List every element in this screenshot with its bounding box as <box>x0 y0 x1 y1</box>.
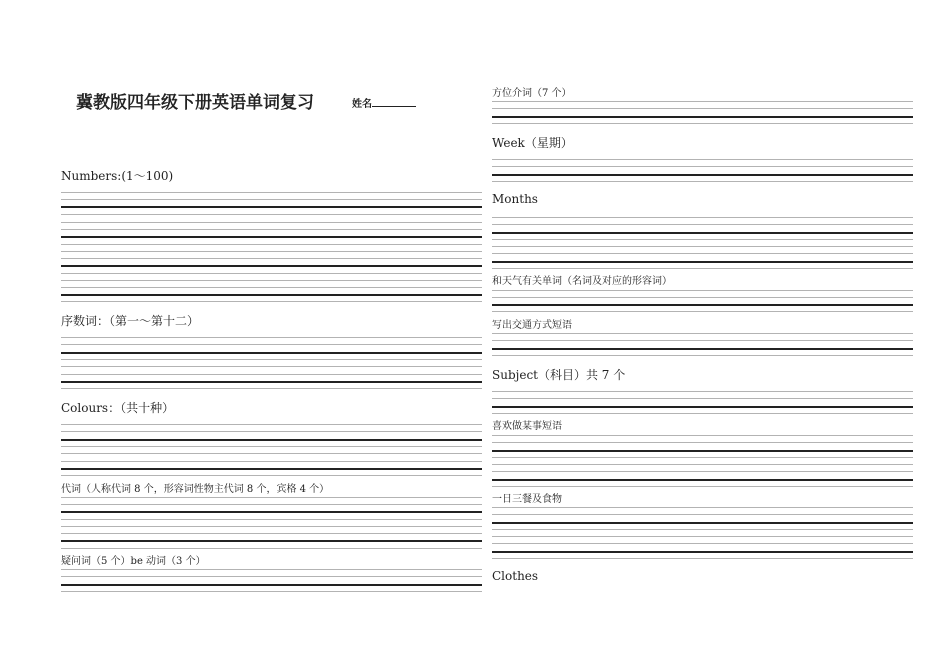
base-line <box>492 551 913 553</box>
guide-line <box>492 297 913 298</box>
guide-line <box>492 529 913 530</box>
guide-line <box>492 457 913 458</box>
guide-line <box>61 569 482 570</box>
section-label-question-words: 疑问词（5 个）be 动词（3 个） <box>61 556 206 567</box>
base-line <box>492 348 913 350</box>
guide-line <box>492 268 913 269</box>
section-label-transport: 写出交通方式短语 <box>492 320 572 331</box>
section-label-meals: 一日三餐及食物 <box>492 494 562 505</box>
section-label-months: Months <box>492 192 538 206</box>
base-line <box>61 206 482 208</box>
guide-line <box>492 507 913 508</box>
section-label-weather: 和天气有关单词（名词及对应的形容词） <box>492 276 672 287</box>
name-label: 姓名 <box>352 99 372 110</box>
guide-line <box>492 514 913 515</box>
name-blank-line[interactable] <box>372 97 416 107</box>
guide-line <box>61 374 482 375</box>
base-line <box>61 540 482 542</box>
guide-line <box>492 536 913 537</box>
guide-line <box>492 391 913 392</box>
guide-line <box>492 181 913 182</box>
guide-line <box>61 337 482 338</box>
section-label-colours: Colours：（共十种） <box>61 401 175 415</box>
base-line <box>492 304 913 306</box>
guide-line <box>61 344 482 345</box>
guide-line <box>61 591 482 592</box>
guide-line <box>61 526 482 527</box>
section-label-pronouns: 代词（人称代词 8 个，形容词性物主代词 8 个，宾格 4 个） <box>61 484 330 495</box>
base-line <box>492 479 913 481</box>
guide-line <box>492 246 913 247</box>
section-label-prepositions: 方位介词（7 个） <box>492 88 572 99</box>
guide-line <box>61 359 482 360</box>
guide-line <box>61 453 482 454</box>
guide-line <box>61 533 482 534</box>
guide-line <box>61 280 482 281</box>
guide-line <box>61 548 482 549</box>
guide-line <box>492 340 913 341</box>
guide-line <box>492 311 913 312</box>
guide-line <box>492 224 913 225</box>
section-label-clothes: Clothes <box>492 569 539 583</box>
guide-line <box>492 290 913 291</box>
guide-line <box>61 504 482 505</box>
guide-line <box>61 199 482 200</box>
base-line <box>492 232 913 234</box>
guide-line <box>492 486 913 487</box>
guide-line <box>61 446 482 447</box>
guide-line <box>61 258 482 259</box>
base-line <box>61 236 482 238</box>
section-label-hobbies: 喜欢做某事短语 <box>492 421 562 432</box>
guide-line <box>61 475 482 476</box>
base-line <box>492 450 913 452</box>
guide-line <box>61 497 482 498</box>
guide-line <box>492 101 913 102</box>
guide-line <box>492 217 913 218</box>
guide-line <box>61 519 482 520</box>
base-line <box>61 265 482 267</box>
guide-line <box>61 192 482 193</box>
base-line <box>492 522 913 524</box>
guide-line <box>492 333 913 334</box>
base-line <box>61 381 482 383</box>
base-line <box>61 294 482 296</box>
guide-line <box>492 123 913 124</box>
guide-line <box>492 159 913 160</box>
guide-line <box>492 471 913 472</box>
guide-line <box>61 229 482 230</box>
guide-line <box>492 108 913 109</box>
base-line <box>61 468 482 470</box>
base-line <box>492 406 913 408</box>
base-line <box>61 511 482 513</box>
guide-line <box>61 431 482 432</box>
guide-line <box>492 558 913 559</box>
base-line <box>492 261 913 263</box>
guide-line <box>492 166 913 167</box>
guide-line <box>61 244 482 245</box>
base-line <box>492 174 913 176</box>
guide-line <box>61 222 482 223</box>
guide-line <box>61 273 482 274</box>
guide-line <box>492 239 913 240</box>
guide-line <box>492 413 913 414</box>
guide-line <box>61 301 482 302</box>
guide-line <box>61 287 482 288</box>
guide-line <box>61 461 482 462</box>
section-label-numbers: Numbers:(1～100) <box>61 169 174 183</box>
base-line <box>61 352 482 354</box>
guide-line <box>61 366 482 367</box>
section-label-week: Week（星期） <box>492 136 573 150</box>
guide-line <box>492 464 913 465</box>
guide-line <box>492 398 913 399</box>
guide-line <box>61 424 482 425</box>
guide-line <box>61 214 482 215</box>
guide-line <box>492 543 913 544</box>
guide-line <box>61 388 482 389</box>
guide-line <box>492 253 913 254</box>
guide-line <box>492 435 913 436</box>
base-line <box>61 584 482 586</box>
name-field <box>352 95 416 110</box>
guide-line <box>61 251 482 252</box>
base-line <box>492 116 913 118</box>
guide-line <box>492 355 913 356</box>
guide-line <box>492 442 913 443</box>
guide-line <box>61 576 482 577</box>
base-line <box>61 439 482 441</box>
section-label-ordinals: 序数词：（第一～第十二） <box>61 314 200 328</box>
section-label-subjects: Subject（科目）共 7 个 <box>492 368 626 382</box>
page-title: 冀教版四年级下册英语单词复习 <box>76 93 314 113</box>
